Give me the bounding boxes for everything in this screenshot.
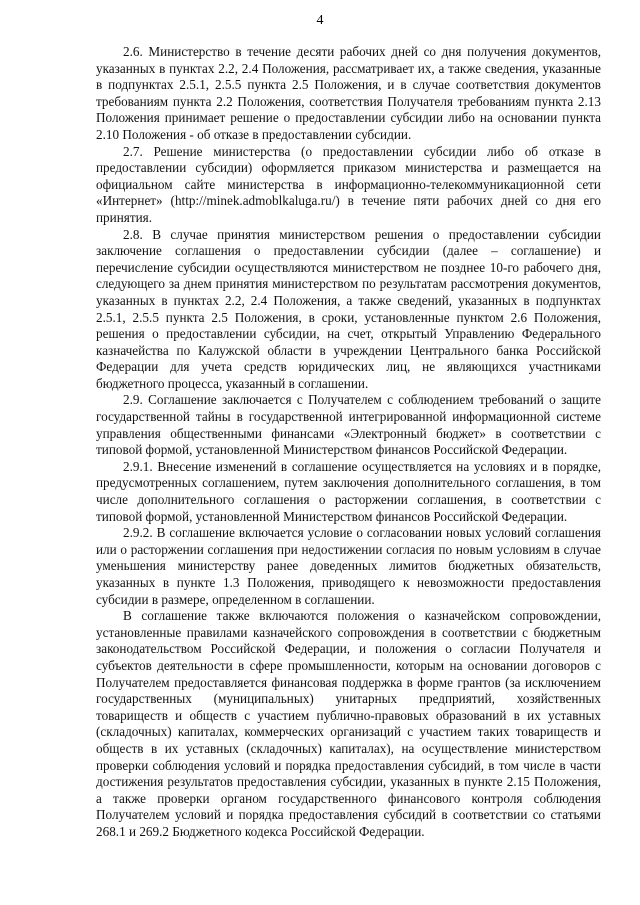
document-body — [96, 44, 601, 841]
paragraph-2-9-1: 2.9.1. Внесение изменений в соглашение осуществляется на условиях и в порядке, предусмотренных соглашением, путем заключения дополнительного соглашения, в том числе дополнительного соглашения о расторжении соглашения, в соответствии с типовой формой, установленной Министерством финансов Российской Федерации. — [96, 458, 601, 524]
paragraph-2-8: 2.8. В случае принятия министерством решения о предоставлении субсидии заключение соглашения о предоставлении субсидии (далее – соглашение) и перечисление субсидии осуществляются министерством не позднее 10-го рабочего дня, следующего за днем принятия министерством по результатам рассмотрения документов, указанных в пунктах 2.2, 2.4 Положения, а также сведений, указанных в подпунктах 2.5.1, 2.5.5 пункта 2.5 Положения, в сроки, установленные пунктом 2.6 Положения, решения о предоставлении субсидии, на счет, открытый Управлению Федерального казначейства по Калужской области в учреждении Центрального банка Российской Федерации для учета средств юридических лиц, не являющихся участниками бюджетного процесса, указанный в соглашении. — [96, 226, 601, 391]
paragraph-treasury-support: В соглашение также включаются положения о казначейском сопровождении, установленные правилами казначейского сопровождения в соответствии с бюджетным законодательством Российской Федерации, и положения о согласии Получателя и субъектов деятельности в сфере промышленности, которым на основании договоров с Получателем предоставляется финансовая поддержка в форме грантов (за исключением государственных (муниципальных) унитарных предприятий, хозяйственных товариществ и обществ с участием публично-правовых образований в их уставных (складочных) капиталах, коммерческих организаций с участием таких товариществ и обществ в их уставных (складочных) капиталах), на осуществление министерством проверки соблюдения условий и порядка предоставления субсидий, в том числе в части достижения результатов предоставления субсидии, указанных в пункте 2.15 Положения, а также проверки органом государственного финансового контроля соблюдения Получателем условий и порядка предоставления субсидий в соответствии со статьями 268.1 и 269.2 Бюджетного кодекса Российской Федерации. — [96, 608, 601, 839]
paragraph-2-6: 2.6. Министерство в течение десяти рабочих дней со дня получения документов, указанных в пунктах 2.2, 2.4 Положения, рассматривает их, а также сведения, указанные в подпунктах 2.5.1, 2.5.5 пункта 2.5 Положения, и в случае соответствия документов требованиям пункта 2.2 Положения, соответствия Получателя требованиям пункта 2.13 Положения принимает решение о предоставлении субсидии либо на основании пункта 2.10 Положения - об отказе в предоставлении субсидии. — [96, 44, 601, 142]
page-number: 4 — [316, 13, 324, 28]
paragraph-2-9-2: 2.9.2. В соглашение включается условие о согласовании новых условий соглашения или о расторжении соглашения при недостижении согласия по новым условиям в случае уменьшения министерству ранее доведенных лимитов бюджетных обязательств, указанных в пункте 1.3 Положения, приводящего к невозможности предоставления субсидии в размере, определенном в соглашении. — [96, 525, 601, 607]
paragraph-2-7: 2.7. Решение министерства (о предоставлении субсидии либо об отказе в предоставлении субсидии) оформляется приказом министерства и размещается на официальном сайте министерства в информационно-телекоммуникационной сети «Интернет» (http://minek.admoblkaluga.ru/) в течение пяти рабочих дней со дня его принятия. — [96, 143, 601, 225]
paragraph-2-9: 2.9. Соглашение заключается с Получателем с соблюдением требований о защите государственной тайны в государственной интегрированной информационной системе управления общественными финансами «Электронный бюджет» в соответствии с типовой формой, установленной Министерством финансов Российской Федерации. — [96, 392, 601, 458]
